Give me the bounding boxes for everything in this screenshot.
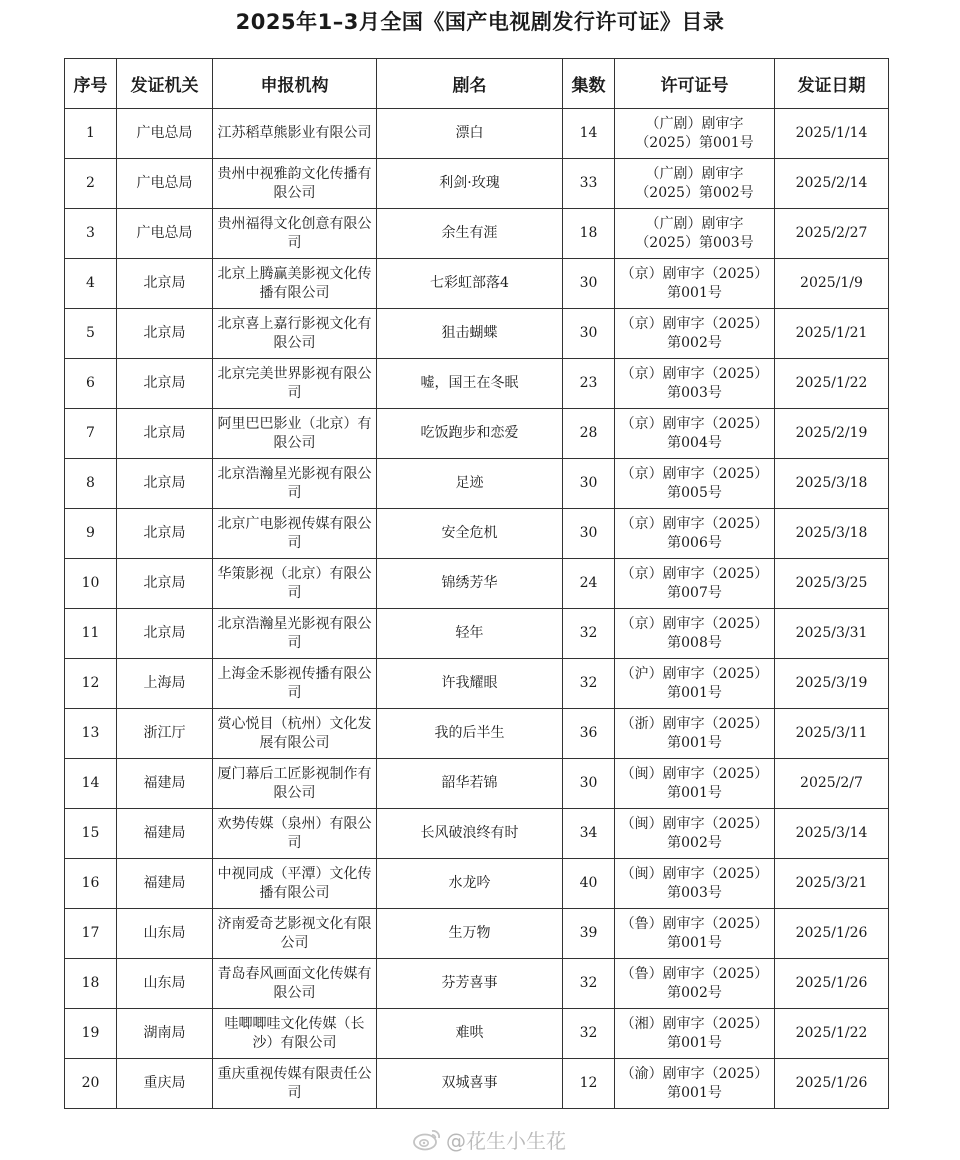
page-title: 2025年1–3月全国《国产电视剧发行许可证》目录 [235, 10, 725, 34]
episodes-cell: 40 [563, 859, 615, 909]
applicant-cell: 厦门幕后工匠影视制作有限公司 [213, 759, 377, 809]
weibo-logo-icon [412, 1127, 442, 1151]
header-applicant: 申报机构 [213, 59, 377, 109]
applicant-cell: 北京喜上嘉行影视文化有限公司 [213, 309, 377, 359]
issue-date-cell: 2025/3/31 [775, 609, 889, 659]
license-no-cell: （鲁）剧审字（2025）第001号 [615, 909, 775, 959]
episodes-cell: 32 [563, 659, 615, 709]
table-row [65, 359, 889, 409]
drama-title-cell: 足迹 [377, 459, 563, 509]
drama-title-cell: 轻年 [377, 609, 563, 659]
row-index: 2 [65, 159, 117, 209]
table-row [65, 109, 889, 159]
episodes-cell: 30 [563, 259, 615, 309]
issuer-cell: 北京局 [117, 509, 213, 559]
license-no-cell: （京）剧审字（2025）第008号 [615, 609, 775, 659]
episodes-cell: 32 [563, 609, 615, 659]
issuer-cell: 广电总局 [117, 159, 213, 209]
table-row [65, 409, 889, 459]
applicant-cell: 江苏稻草熊影业有限公司 [213, 109, 377, 159]
table-row [65, 209, 889, 259]
header-drama-title: 剧名 [377, 59, 563, 109]
row-index: 18 [65, 959, 117, 1009]
table-row [65, 859, 889, 909]
row-index: 4 [65, 259, 117, 309]
issue-date-cell: 2025/3/18 [775, 509, 889, 559]
episodes-cell: 30 [563, 759, 615, 809]
applicant-cell: 中视同成（平潭）文化传播有限公司 [213, 859, 377, 909]
drama-title-cell: 狙击蝴蝶 [377, 309, 563, 359]
issuer-cell: 浙江厅 [117, 709, 213, 759]
row-index: 3 [65, 209, 117, 259]
applicant-cell: 贵州福得文化创意有限公司 [213, 209, 377, 259]
issue-date-cell: 2025/2/14 [775, 159, 889, 209]
table-row [65, 459, 889, 509]
issuer-cell: 福建局 [117, 759, 213, 809]
applicant-cell: 华策影视（北京）有限公司 [213, 559, 377, 609]
issuer-cell: 北京局 [117, 259, 213, 309]
table-row [65, 1059, 889, 1109]
issuer-cell: 北京局 [117, 359, 213, 409]
row-index: 11 [65, 609, 117, 659]
table-row [65, 959, 889, 1009]
issuer-cell: 北京局 [117, 609, 213, 659]
applicant-cell: 北京浩瀚星光影视有限公司 [213, 609, 377, 659]
drama-title-cell: 双城喜事 [377, 1059, 563, 1109]
issue-date-cell: 2025/1/26 [775, 959, 889, 1009]
episodes-cell: 23 [563, 359, 615, 409]
license-no-cell: （鲁）剧审字（2025）第002号 [615, 959, 775, 1009]
applicant-cell: 欢势传媒（泉州）有限公司 [213, 809, 377, 859]
table-header-row [65, 59, 889, 109]
issue-date-cell: 2025/3/25 [775, 559, 889, 609]
issuer-cell: 福建局 [117, 859, 213, 909]
issuer-cell: 北京局 [117, 459, 213, 509]
row-index: 12 [65, 659, 117, 709]
episodes-cell: 33 [563, 159, 615, 209]
table-row [65, 509, 889, 559]
table-row [65, 759, 889, 809]
episodes-cell: 39 [563, 909, 615, 959]
applicant-cell: 北京浩瀚星光影视有限公司 [213, 459, 377, 509]
issuer-cell: 广电总局 [117, 109, 213, 159]
row-index: 16 [65, 859, 117, 909]
license-no-cell: （京）剧审字（2025）第007号 [615, 559, 775, 609]
license-no-cell: （广剧）剧审字（2025）第002号 [615, 159, 775, 209]
drama-title-cell: 芬芳喜事 [377, 959, 563, 1009]
license-no-cell: （京）剧审字（2025）第002号 [615, 309, 775, 359]
license-no-cell: （广剧）剧审字（2025）第003号 [615, 209, 775, 259]
row-index: 15 [65, 809, 117, 859]
issuer-cell: 北京局 [117, 559, 213, 609]
header-issuer: 发证机关 [117, 59, 213, 109]
issuer-cell: 山东局 [117, 959, 213, 1009]
issue-date-cell: 2025/1/21 [775, 309, 889, 359]
header-episodes: 集数 [563, 59, 615, 109]
episodes-cell: 28 [563, 409, 615, 459]
watermark-text: @花生小生花 [446, 1128, 566, 1153]
applicant-cell: 重庆重视传媒有限责任公司 [213, 1059, 377, 1109]
table-row [65, 1009, 889, 1059]
episodes-cell: 18 [563, 209, 615, 259]
license-no-cell: （浙）剧审字（2025）第001号 [615, 709, 775, 759]
row-index: 1 [65, 109, 117, 159]
row-index: 7 [65, 409, 117, 459]
applicant-cell: 北京完美世界影视有限公司 [213, 359, 377, 409]
drama-title-cell: 余生有涯 [377, 209, 563, 259]
drama-title-cell: 韶华若锦 [377, 759, 563, 809]
issuer-cell: 湖南局 [117, 1009, 213, 1059]
drama-title-cell: 安全危机 [377, 509, 563, 559]
episodes-cell: 36 [563, 709, 615, 759]
issuer-cell: 北京局 [117, 309, 213, 359]
drama-title-cell: 许我耀眼 [377, 659, 563, 709]
episodes-cell: 30 [563, 309, 615, 359]
drama-title-cell: 水龙吟 [377, 859, 563, 909]
drama-title-cell: 利剑·玫瑰 [377, 159, 563, 209]
license-no-cell: （渝）剧审字（2025）第001号 [615, 1059, 775, 1109]
drama-title-cell: 我的后半生 [377, 709, 563, 759]
watermark [412, 1124, 566, 1154]
issue-date-cell: 2025/3/18 [775, 459, 889, 509]
license-no-cell: （京）剧审字（2025）第001号 [615, 259, 775, 309]
issuer-cell: 上海局 [117, 659, 213, 709]
table-row [65, 909, 889, 959]
row-index: 5 [65, 309, 117, 359]
row-index: 14 [65, 759, 117, 809]
row-index: 8 [65, 459, 117, 509]
table-row [65, 159, 889, 209]
episodes-cell: 14 [563, 109, 615, 159]
applicant-cell: 上海金禾影视传播有限公司 [213, 659, 377, 709]
license-no-cell: （湘）剧审字（2025）第001号 [615, 1009, 775, 1059]
row-index: 19 [65, 1009, 117, 1059]
license-no-cell: （闽）剧审字（2025）第003号 [615, 859, 775, 909]
table-row [65, 659, 889, 709]
license-no-cell: （京）剧审字（2025）第005号 [615, 459, 775, 509]
header-license-no: 许可证号 [615, 59, 775, 109]
issuer-cell: 广电总局 [117, 209, 213, 259]
license-no-cell: （京）剧审字（2025）第006号 [615, 509, 775, 559]
license-no-cell: （闽）剧审字（2025）第002号 [615, 809, 775, 859]
drama-title-cell: 嘘，国王在冬眠 [377, 359, 563, 409]
table-row [65, 709, 889, 759]
table-row [65, 309, 889, 359]
episodes-cell: 30 [563, 509, 615, 559]
drama-title-cell: 漂白 [377, 109, 563, 159]
drama-title-cell: 生万物 [377, 909, 563, 959]
license-table [64, 58, 889, 1109]
applicant-cell: 青岛春风画面文化传媒有限公司 [213, 959, 377, 1009]
license-no-cell: （京）剧审字（2025）第003号 [615, 359, 775, 409]
issue-date-cell: 2025/2/7 [775, 759, 889, 809]
table-row [65, 559, 889, 609]
license-no-cell: （广剧）剧审字（2025）第001号 [615, 109, 775, 159]
issue-date-cell: 2025/1/26 [775, 1059, 889, 1109]
issue-date-cell: 2025/1/14 [775, 109, 889, 159]
row-index: 17 [65, 909, 117, 959]
issuer-cell: 重庆局 [117, 1059, 213, 1109]
episodes-cell: 32 [563, 959, 615, 1009]
episodes-cell: 12 [563, 1059, 615, 1109]
episodes-cell: 34 [563, 809, 615, 859]
issue-date-cell: 2025/1/22 [775, 359, 889, 409]
row-index: 9 [65, 509, 117, 559]
issue-date-cell: 2025/1/22 [775, 1009, 889, 1059]
episodes-cell: 30 [563, 459, 615, 509]
issuer-cell: 福建局 [117, 809, 213, 859]
row-index: 10 [65, 559, 117, 609]
drama-title-cell: 长风破浪终有时 [377, 809, 563, 859]
issue-date-cell: 2025/1/26 [775, 909, 889, 959]
issuer-cell: 山东局 [117, 909, 213, 959]
applicant-cell: 哇唧唧哇文化传媒（长沙）有限公司 [213, 1009, 377, 1059]
episodes-cell: 24 [563, 559, 615, 609]
issuer-cell: 北京局 [117, 409, 213, 459]
applicant-cell: 北京上腾赢美影视文化传播有限公司 [213, 259, 377, 309]
applicant-cell: 阿里巴巴影业（北京）有限公司 [213, 409, 377, 459]
license-no-cell: （闽）剧审字（2025）第001号 [615, 759, 775, 809]
applicant-cell: 赏心悦目（杭州）文化发展有限公司 [213, 709, 377, 759]
license-no-cell: （京）剧审字（2025）第004号 [615, 409, 775, 459]
issue-date-cell: 2025/3/21 [775, 859, 889, 909]
issue-date-cell: 2025/3/19 [775, 659, 889, 709]
table-row [65, 259, 889, 309]
drama-title-cell: 锦绣芳华 [377, 559, 563, 609]
drama-title-cell: 吃饭跑步和恋爱 [377, 409, 563, 459]
row-index: 6 [65, 359, 117, 409]
applicant-cell: 北京广电影视传媒有限公司 [213, 509, 377, 559]
issue-date-cell: 2025/2/19 [775, 409, 889, 459]
applicant-cell: 济南爱奇艺影视文化有限公司 [213, 909, 377, 959]
header-index: 序号 [65, 59, 117, 109]
table-row [65, 609, 889, 659]
issue-date-cell: 2025/2/27 [775, 209, 889, 259]
row-index: 20 [65, 1059, 117, 1109]
drama-title-cell: 七彩虹部落4 [377, 259, 563, 309]
issue-date-cell: 2025/1/9 [775, 259, 889, 309]
drama-title-cell: 难哄 [377, 1009, 563, 1059]
row-index: 13 [65, 709, 117, 759]
issue-date-cell: 2025/3/11 [775, 709, 889, 759]
header-issue-date: 发证日期 [775, 59, 889, 109]
license-no-cell: （沪）剧审字（2025）第001号 [615, 659, 775, 709]
episodes-cell: 32 [563, 1009, 615, 1059]
issue-date-cell: 2025/3/14 [775, 809, 889, 859]
applicant-cell: 贵州中视雅韵文化传播有限公司 [213, 159, 377, 209]
table-row [65, 809, 889, 859]
